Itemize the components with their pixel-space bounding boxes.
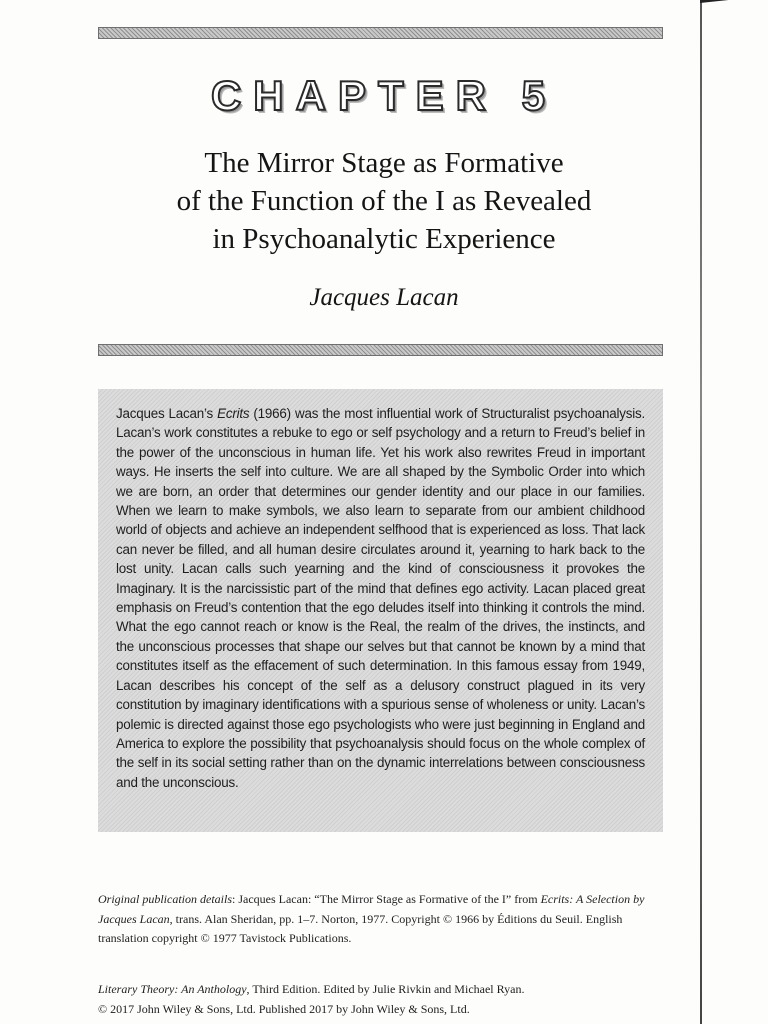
source-book-title: Literary Theory: An Anthology — [98, 982, 247, 996]
publication-label: Original publication details — [98, 892, 232, 906]
abstract-work-title: Ecrits — [217, 406, 250, 421]
title-line: The Mirror Stage as Formative — [204, 147, 564, 179]
abstract-box — [98, 389, 663, 832]
chapter-heading: CHAPTER 5 — [210, 72, 558, 119]
publication-text-a: : Jacques Lacan: “The Mirror Stage as Formative of the I” from — [232, 892, 541, 906]
publication-work: Ecrits: A Selection by Jacques Lacan — [98, 892, 645, 926]
title-line: in Psychoanalytic Experience — [212, 223, 556, 255]
source-credit — [98, 980, 663, 1019]
source-line-1 — [98, 980, 663, 1000]
abstract-intro: Jacques Lacan’s — [116, 406, 218, 421]
title-line: of the Function of the I as Revealed — [176, 185, 592, 217]
abstract-paragraph — [116, 404, 645, 792]
chapter-title — [0, 144, 768, 258]
publication-text-b: , trans. Alan Sheridan, pp. 1–7. Norton, 1977. Copyright © 1966 by Éditions du Seuil. English translation copyright © 1977 Tavistock Publications. — [98, 911, 623, 945]
publication-details — [98, 890, 663, 949]
source-edition: , Third Edition. Edited by Julie Rivkin and Michael Ryan. — [246, 982, 525, 996]
top-rule — [98, 27, 663, 39]
section-rule — [98, 344, 663, 356]
page-corner-mark — [700, 0, 768, 15]
source-line-2: © 2017 John Wiley & Sons, Ltd. Published 2017 by John Wiley & Sons, Ltd. — [98, 1001, 470, 1016]
author-name: Jacques Lacan — [309, 284, 459, 311]
abstract-body: (1966) was the most influential work of Structuralist psychoanalysis. Lacan’s work constitutes a rebuke to ego or self psychology and a return to Freud’s belief in the power of the unconscious in human life. Yet his work also rewrites Freud in important ways. He inserts the self into culture. We are all shaped by the Symbolic Order into which we are born, an order that determines our gender identity and our place in our families. When we learn to make symbols, we also learn to separate from our ambient childhood world of objects and achieve an independent selfhood that is experienced as loss. That lack can never be filled, and all human desire circulates around it, yearning to hark back to the lost unity. Lacan calls such yearning and the kind of consciousness it provokes the Imaginary. It is the narcissistic part of the mind that defines ego activity. Lacan placed great emphasis on Freud’s contention that the ego deludes itself into thinking it controls the mind. What the ego cannot reach or know is the Real, the realm of the drives, the instincts, and the unconscious processes that shape our selves but that cannot be known by a mind that constitutes itself as the effacement of such determination. In this famous essay from 1949, Lacan describes his concept of the self as a delusory construct plagued in its very constitution by imaginary identifications with a spurious sense of wholeness or unity. Lacan’s polemic is directed against those ego psychologists who were just beginning in England and America to explore the possibility that psychoanalysis should focus on the whole complex of the self in its social setting rather than on the dynamic interrelations between consciousness and the unconscious. — [116, 406, 646, 790]
